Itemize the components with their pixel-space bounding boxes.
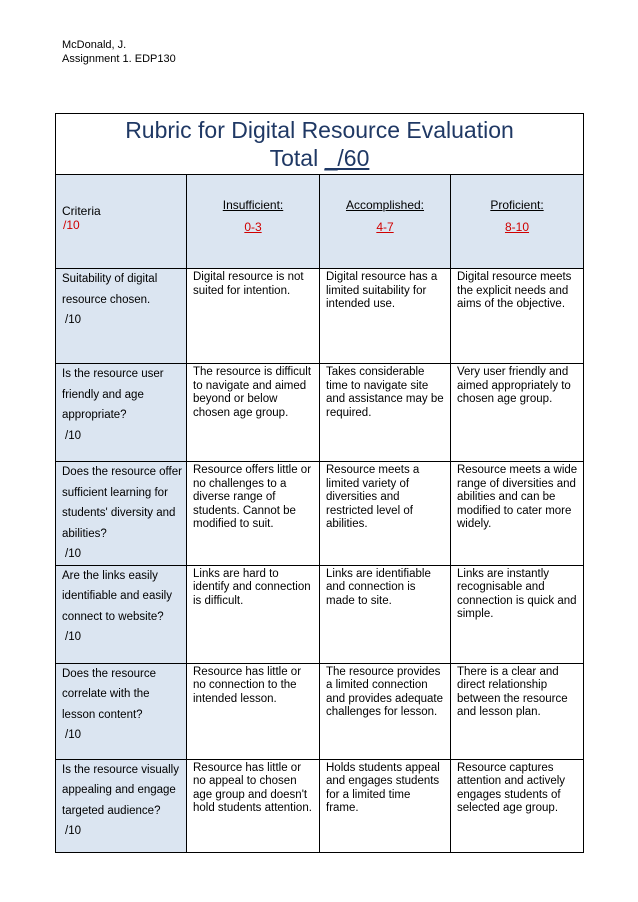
accomplished-cell: The resource provides a limited connection and provides adequate challenges for lesson. xyxy=(320,663,451,759)
total-score: _/60 xyxy=(324,145,370,171)
level-header-accomplished xyxy=(320,175,451,269)
accomplished-cell: Holds students appeal and engages students for a limited time frame. xyxy=(320,759,451,852)
level-range: 4-7 xyxy=(376,220,394,234)
proficient-cell: There is a clear and direct relationship between the resource and lesson plan. xyxy=(451,663,584,759)
insufficient-cell: Resource has little or no connection to the intended lesson. xyxy=(187,663,320,759)
criterion-score: /10 xyxy=(65,825,81,837)
rubric-row xyxy=(56,663,584,759)
criterion-text: Is the resource user friendly and age appropriate? xyxy=(62,368,164,421)
rubric-row xyxy=(56,565,584,663)
proficient-cell: Digital resource meets the explicit needs and aims of the objective. xyxy=(451,269,584,364)
criterion-text: Does the resource offer sufficient learning for students' diversity and abilities? xyxy=(62,466,182,540)
rubric-row xyxy=(56,364,584,462)
total-label: Total xyxy=(269,145,325,171)
criterion-cell xyxy=(56,364,187,462)
insufficient-cell: Resource offers little or no challenges to a diverse range of students. Cannot be modified to suit. xyxy=(187,462,320,566)
insufficient-cell: The resource is difficult to navigate and aimed beyond or below chosen age group. xyxy=(187,364,320,462)
level-header-insufficient xyxy=(187,175,320,269)
accomplished-cell: Links are identifiable and connection is made to site. xyxy=(320,565,451,663)
accomplished-cell: Digital resource has a limited suitability for intended use. xyxy=(320,269,451,364)
rubric-row xyxy=(56,759,584,852)
level-name: Accomplished: xyxy=(345,198,425,212)
accomplished-cell: Resource meets a limited variety of diversities and restricted level of abilities. xyxy=(320,462,451,566)
criterion-text: Does the resource correlate with the lesson content? xyxy=(62,667,156,721)
title-cell xyxy=(56,114,584,175)
header-row xyxy=(56,175,584,269)
criterion-score: /10 xyxy=(65,314,81,326)
author-name: McDonald, J. xyxy=(62,39,127,51)
assignment-label: Assignment 1. EDP130 xyxy=(62,53,176,65)
rubric-row xyxy=(56,462,584,566)
criterion-score: /10 xyxy=(65,429,81,442)
criteria-score: /10 xyxy=(63,218,80,232)
level-header-proficient xyxy=(451,175,584,269)
criterion-cell xyxy=(56,565,187,663)
document-header xyxy=(62,38,176,66)
accomplished-cell: Takes considerable time to navigate site and assistance may be required. xyxy=(320,364,451,462)
criterion-cell xyxy=(56,269,187,364)
level-name: Insufficient: xyxy=(222,198,284,212)
title-row xyxy=(56,114,584,175)
level-range: 8-10 xyxy=(504,220,530,234)
criteria-label: Criteria xyxy=(62,204,101,218)
level-range: 0-3 xyxy=(244,220,262,234)
criteria-header xyxy=(56,175,187,269)
criterion-text: Suitability of digital resource chosen. xyxy=(62,273,158,306)
rubric-title: Rubric for Digital Resource Evaluation xyxy=(125,117,514,143)
proficient-cell: Resource captures attention and actively engages students of selected age group. xyxy=(451,759,584,852)
proficient-cell: Resource meets a wide range of diversities and abilities and can be modified to cater more widely. xyxy=(451,462,584,566)
proficient-cell: Links are instantly recognisable and connection is quick and simple. xyxy=(451,565,584,663)
criterion-score: /10 xyxy=(65,729,81,741)
criterion-text: Are the links easily identifiable and easily connect to website? xyxy=(62,569,172,623)
insufficient-cell: Links are hard to identify and connection is difficult. xyxy=(187,565,320,663)
rubric-table xyxy=(55,113,584,853)
insufficient-cell: Resource has little or no appeal to chosen age group and doesn't hold students attention. xyxy=(187,759,320,852)
proficient-cell: Very user friendly and aimed appropriately to chosen age group. xyxy=(451,364,584,462)
criterion-cell xyxy=(56,759,187,852)
total-line xyxy=(56,144,583,172)
rubric-row xyxy=(56,269,584,364)
criterion-cell xyxy=(56,663,187,759)
insufficient-cell: Digital resource is not suited for intention. xyxy=(187,269,320,364)
level-name: Proficient: xyxy=(490,198,544,212)
criterion-cell xyxy=(56,462,187,566)
criterion-text: Is the resource visually appealing and engage targeted audience? xyxy=(62,763,179,817)
criterion-score: /10 xyxy=(65,631,81,643)
criterion-score: /10 xyxy=(65,548,81,560)
